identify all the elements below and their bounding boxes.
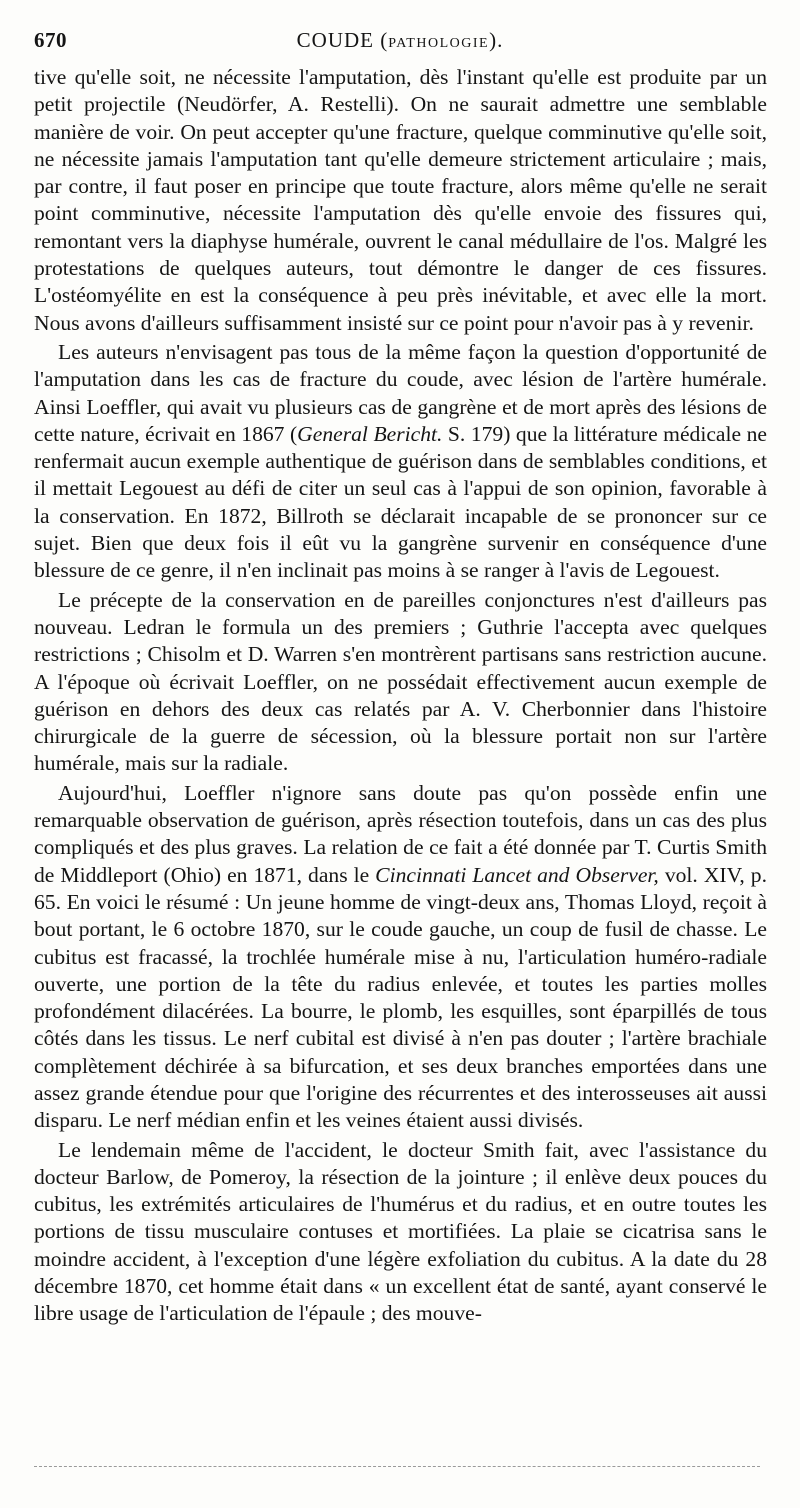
running-title-close: ).: [489, 28, 504, 52]
paragraph-4-text-start: Aujourd'hui, Loeffler n'ignore sans doute pas qu'on possède enfin une remarquable observation de guérison, après résection toutefois, dans un cas des plus compliqués et des plus graves. La relation de ce fait a été donnée par T. Curtis Smith de Middleport (Ohio) en 1871, dans le: [34, 780, 767, 887]
paragraph-2: [34, 339, 767, 585]
running-title-main: COUDE (: [296, 28, 389, 52]
paragraph-2-text-end: S. 179) que la littérature médicale ne renfermait aucun exemple authentique de guérison dans de semblables conditions, et il mettait Legouest au défi de citer un seul cas à l'appui de son opinion, favorable à la conservation. En 1872, Billroth se déclarait incapable de se prononcer sur ce sujet. Bien que deux fois il eût vu la gangrène survenir en conséquence d'une blessure de ce genre, il n'en inclinait pas moins à se ranger à l'avis de Legouest.: [34, 421, 767, 583]
paragraph-4: [34, 780, 767, 1135]
running-title: [34, 28, 766, 53]
paragraph-2-citation: General Bericht.: [297, 421, 443, 446]
paragraph-1: [34, 64, 767, 337]
body-text: [34, 64, 767, 1330]
paragraph-4-journal-title: Cincinnati Lancet and Observer,: [375, 862, 659, 887]
paragraph-5-text: Le lendemain même de l'accident, le docteur Smith fait, avec l'assistance du docteur Barlow, de Pomeroy, la résection de la jointure ; il enlève deux pouces du cubitus, les extrémités articulaires de l'humérus et du radius, et en outre toutes les portions de tissu musculaire contuses et mortifiées. La plaie se cicatrisa sans le moindre accident, à l'exception d'une légère exfoliation du cubitus. A la date du 28 décembre 1870, cet homme était dans « un excellent état de santé, ayant conservé le libre usage de l'articulation de l'épaule ; des mouve-: [34, 1137, 767, 1326]
running-title-subject: PATHOLOGIE: [388, 36, 490, 51]
paragraph-4-text-end: vol. XIV, p. 65. En voici le résumé : Un jeune homme de vingt-deux ans, Thomas Lloyd, reçoit à bout portant, le 6 octobre 1870, sur le coude gauche, un coup de fusil de chasse. Le cubitus est fracassé, la trochlée humérale mise à nu, l'articulation huméro-radiale ouverte, une portion de la tête du radius enlevée, et toutes les parties molles profondément dilacérées. La bourre, le plomb, les esquilles, sont éparpillés de tous côtés dans les tissus. Le nerf cubital est divisé à n'en pas douter ; l'artère brachiale complètement déchirée à sa bifurcation, et ses deux branches emportées dans une assez grande étendue pour que l'origine des récurrentes et des interosseuses ait aussi disparu. Le nerf médian enfin et les veines étaient aussi divisés.: [34, 862, 767, 1133]
running-head: [34, 28, 766, 62]
paragraph-1-text: tive qu'elle soit, ne nécessite l'amputation, dès l'instant qu'elle est produite par un petit projectile (Neudörfer, A. Restelli). On ne saurait admettre une semblable manière de voir. On peut accepter qu'une fracture, quelque comminutive qu'elle soit, ne nécessite jamais l'amputation tant qu'elle demeure strictement articulaire ; mais, par contre, il faut poser en principe que toute fracture, alors même qu'elle ne serait point comminutive, nécessite l'amputation dès qu'elle envoie des fissures qui, remontant vers la diaphyse humérale, ouvrent le canal médullaire de l'os. Malgré les protestations de quelques auteurs, tout démontre le danger de ces fissures. L'ostéomyélite en est la conséquence à peu près inévitable, et avec elle la mort. Nous avons d'ailleurs suffisamment insisté sur ce point pour n'avoir pas à y revenir.: [34, 65, 767, 335]
paragraph-3-text: Le précepte de la conservation en de pareilles conjonctures n'est d'ailleurs pas nouveau. Ledran le formula un des premiers ; Guthrie l'accepta avec quelques restrictions ; Chisolm et D. Warren s'en montrèrent partisans sans restriction aucune. A l'époque où écrivait Loeffler, on ne possédait effectivement aucun exemple de guérison en dehors des deux cas relatés par A. V. Cherbonnier dans l'histoire chirurgicale de la guerre de sécession, où la blessure portait non sur l'artère humérale, mais sur la radiale.: [34, 587, 767, 776]
page-number: 670: [34, 28, 67, 52]
paragraph-5: [34, 1137, 767, 1328]
paragraph-3: [34, 587, 767, 778]
footer-rule: [34, 1466, 760, 1467]
paragraph-2-text-start: Les auteurs n'envisagent pas tous de la même façon la question d'opportunité de l'amputation dans les cas de fracture du coude, avec lésion de l'artère humérale. Ainsi Loeffler, qui avait vu plusieurs cas de gangrène et de mort après des lésions de cette nature, écrivait en 1867 (: [34, 339, 767, 446]
